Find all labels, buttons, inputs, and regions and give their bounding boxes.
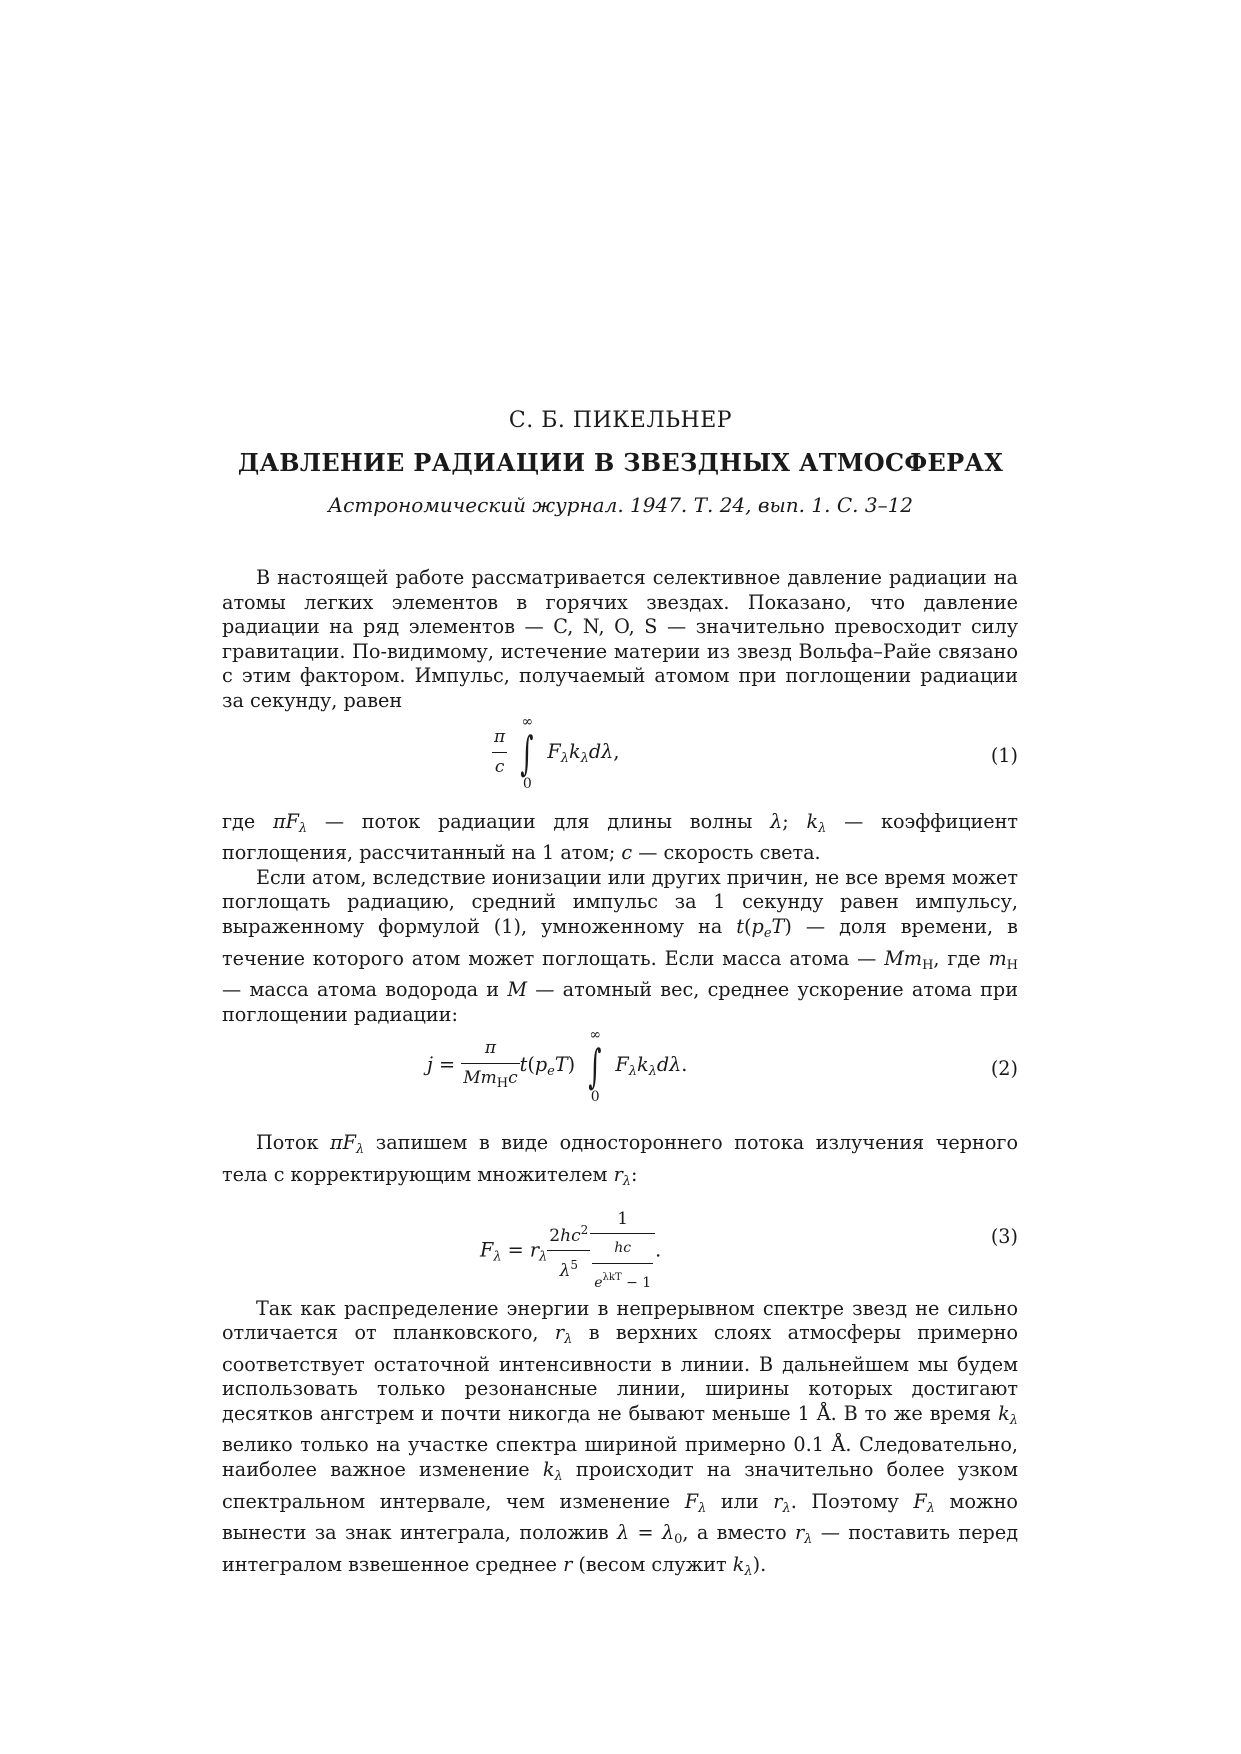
author-name: С. Б. ПИКЕЛЬНЕР	[508, 408, 733, 433]
paragraph-ionization: Если атом, вследствие ионизации или других причин, не все время может поглощать радиацию, средний импульс за 1 секунду равен импульсу, выраженному формулой (1), умноженному на $t(p_eT)$ — доля времени, в течение которого атом может поглощать. Если масса атома — $Mm_H$, где $m_H$ — масса атома водорода и M — атомный вес, среднее ускорение атома при поглощении радиации:	[222, 865, 1018, 1026]
equation-number: (2)	[990, 1057, 1018, 1081]
equation-2: j = $\frac{\pi}{Mm_Hc}$ $t(p_eT)$ ∞ ∫ 0 $F_\lambda k_\lambda d\lambda$. (2)	[427, 1027, 1018, 1106]
equation-3: $F_\lambda = r_\lambda$ $\frac{2hc^2}{\lambda^5}$ $\frac{1}{\frac{hc}{e^{\lambda kT} - 1}}$ . (3)	[480, 1208, 1018, 1291]
paragraph-definitions: где $\pi F_\lambda$ — поток радиации для длины волны λ; $k_\lambda$ — коэффициент поглощения, рассчитанный на 1 атом; c — скорость света.	[222, 809, 1018, 865]
equation-number: (1)	[990, 743, 1018, 767]
equation-1: $\frac{\pi}{c}$ ∞ ∫ 0 $F_\lambda k_\lambda d\lambda$, (1)	[494, 713, 1018, 792]
paragraph-intro: В настоящей работе рассматривается селективное давление радиации на атомы легких элементов в горячих звездах. Показано, что давление радиации на ряд элементов — C, N, O, S — значительно превосходит силу гравитации. По-видимому, истечение материи из звезд Вольфа–Райе связано с этим фактором. Импульс, получаемый атомом при поглощении радиации за секунду, равен	[222, 566, 1018, 712]
article-body	[222, 566, 1018, 1584]
journal-citation: Астрономический журнал. 1947. Т. 24, вып. 1. С. 3–12	[327, 493, 914, 517]
paragraph-flux: Поток $\pi F_\lambda$ запишем в виде одностороннего потока излучения черного тела с корректирующим множителем $r_\lambda$:	[222, 1131, 1018, 1189]
equation-number: (3)	[990, 1224, 1018, 1248]
article-title: ДАВЛЕНИЕ РАДИАЦИИ В ЗВЕЗДНЫХ АТМОСФЕРАХ	[237, 448, 1004, 477]
paragraph-spectrum: Так как распределение энергии в непрерывном спектре звезд не сильно отличается от планковского, $r_\lambda$ в верхних слоях атмосферы примерно соответствует остаточной интенсивности в линии. В дальнейшем мы будем использовать только резонансные линии, ширины которых достигают десятков ангстрем и почти никогда не бывают меньше 1 Å. В то же время $k_\lambda$ велико только на участке спектра шириной примерно 0.1 Å. Следовательно, наиболее важное изменение $k_\lambda$ происходит на значительно более узком спектральном интервале, чем изменение $F_\lambda$ или $r_\lambda$. Поэтому $F_\lambda$ можно вынести за знак интеграла, положив $\lambda = \lambda_0$, а вместо $r_\lambda$ — поставить перед интегралом взвешенное среднее r (весом служит $k_\lambda$).	[222, 1296, 1019, 1579]
